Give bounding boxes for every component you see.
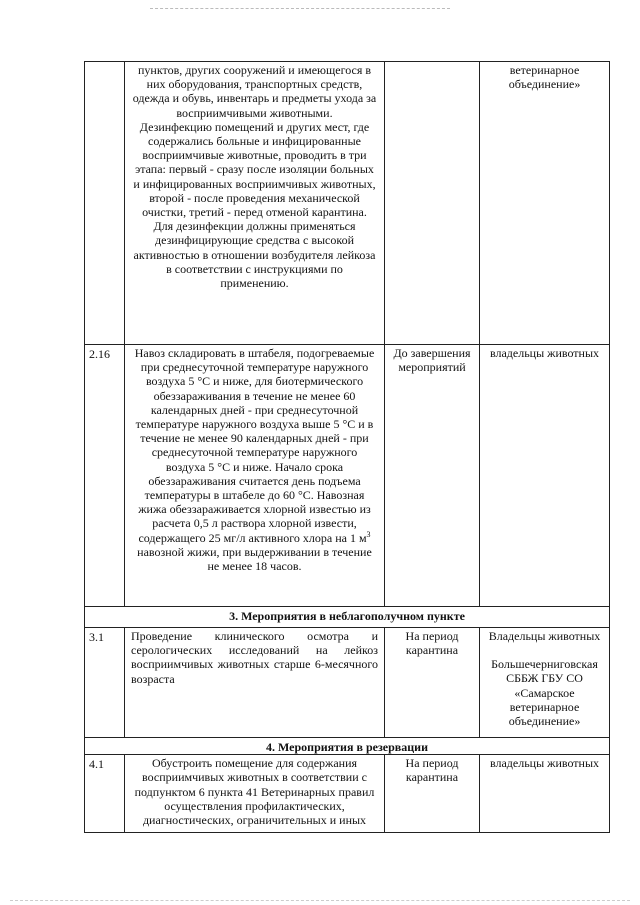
measure-content-cell [125,62,385,345]
deadline-cell [385,62,480,345]
responsible-line: Большечерниговская СББЖ ГБУ СО «Самарское ветеринарное объединение» [491,657,598,729]
responsible-line: Владельцы животных [488,629,601,643]
deadline-cell: До завершения мероприятий [385,345,480,607]
responsible-cell: ветеринарное объединение» [480,62,610,345]
table-row [85,628,610,738]
measure-content-cell: Обустроить помещение для содержания восприимчивых животных в соответствии с подпунктом 6 пункта 41 Ветеринарных правил осуществления профилактических, диагностических, ограничительных и иных [125,755,385,833]
section-title: 4. Мероприятия в резервации [85,738,610,755]
responsible-cell: владельцы животных [480,755,610,833]
superscript: 3 [366,529,371,539]
deadline-cell: На период карантина [385,628,480,738]
spacer [486,643,603,657]
paragraph: Для дезинфекции должны применяться дезинфицирующие средства с высокой активностью в отношении возбудителя лейкоза в соответствии с инструкциями по применению. [133,219,376,291]
measure-content-cell: Проведение клинического осмотра и серологических исследований на лейкоз восприимчивых животных старше 6-месячного возраста [125,628,385,738]
section-header-row [85,607,610,628]
scan-artifact-bottom [10,900,630,902]
paragraph: пунктов, других сооружений и имеющегося в них оборудования, транспортных средств, одежда и обувь, инвентарь и предметы ухода за восприимчивыми животными. [132,63,377,120]
measures-table [84,61,610,833]
measure-content-cell [125,345,385,607]
row-number: 3.1 [85,628,125,738]
responsible-cell [480,628,610,738]
row-number: 2.16 [85,345,125,607]
section-header-row [85,738,610,755]
measure-text-end: навозной жижи, при выдерживании в течение не менее 18 часов. [137,544,372,574]
deadline-cell: На период карантина [385,755,480,833]
scan-artifact-top [150,8,450,10]
table-row [85,62,610,345]
section-title: 3. Мероприятия в неблагополучном пункте [85,607,610,628]
row-number: 4.1 [85,755,125,833]
table-row [85,755,610,833]
responsible-cell: владельцы животных [480,345,610,607]
measure-text: Навоз складировать в штабеля, подогреваемые при среднесуточной температуре наружного воздуха 5 °С и ниже, для биотермического обеззараживания в течение не менее 60 календарных дней - при среднесуточной температуре наружного воздуха выше 5 °С и в течение не менее 90 календарных дней - при среднесуточной температуре наружного воздуха 5 °С и ниже. Начало срока обеззараживания считается день подъема температуры в штабеле до 60 °С. Навозная жижа обеззараживается хлорной известью из расчета 0,5 л раствора хлорной извести, содержащего 25 мг/л активного хлора на 1 м [134,346,375,545]
table-row [85,345,610,607]
row-number-cell [85,62,125,345]
paragraph: Дезинфекцию помещений и других мест, где содержались больные и инфицированные восприимчивые животные, проводить в три этапа: первый - сразу после изоляции больных и инфицированных восприимчивых животных, второй - после проведения механической очистки, третий - перед отменой карантина. [133,119,376,220]
